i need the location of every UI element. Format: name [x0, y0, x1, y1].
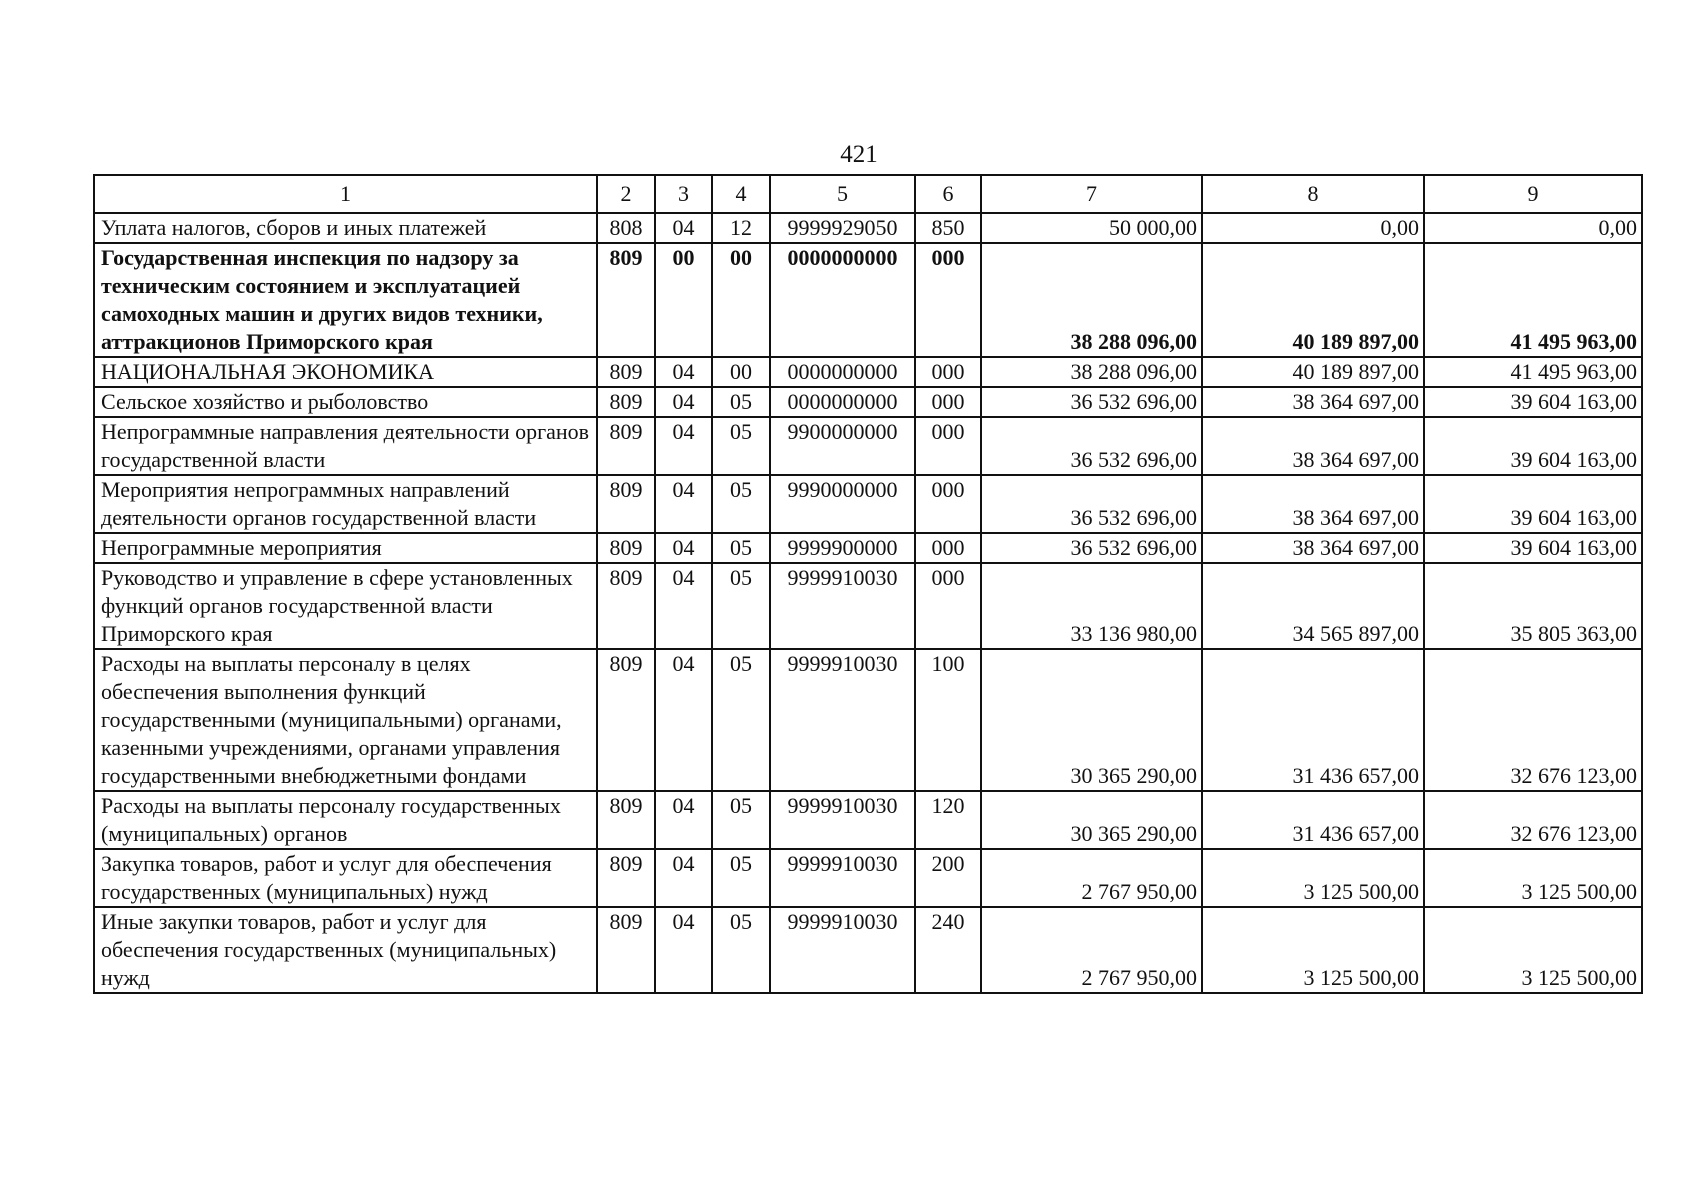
expense-type-code: 000 — [915, 387, 981, 417]
table-row — [94, 907, 1642, 993]
subsection-code: 05 — [712, 907, 770, 993]
row-name: Расходы на выплаты персоналу государственных (муниципальных) органов — [94, 791, 597, 849]
section-code: 04 — [655, 791, 712, 849]
table-row — [94, 387, 1642, 417]
section-code: 04 — [655, 213, 712, 243]
amount-col9: 41 495 963,00 — [1424, 243, 1642, 357]
expense-type-code: 000 — [915, 533, 981, 563]
amount-col8: 38 364 697,00 — [1202, 417, 1424, 475]
subsection-code: 05 — [712, 563, 770, 649]
table-row — [94, 417, 1642, 475]
section-code: 04 — [655, 849, 712, 907]
target-article-code: 9999910030 — [770, 649, 915, 791]
row-name: Мероприятия непрограммных направлений деятельности органов государственной власти — [94, 475, 597, 533]
section-code: 04 — [655, 475, 712, 533]
expense-type-code: 850 — [915, 213, 981, 243]
amount-col7: 2 767 950,00 — [981, 907, 1202, 993]
ministry-code: 809 — [597, 907, 655, 993]
ministry-code: 809 — [597, 849, 655, 907]
amount-col7: 30 365 290,00 — [981, 649, 1202, 791]
amount-col7: 30 365 290,00 — [981, 791, 1202, 849]
subsection-code: 05 — [712, 387, 770, 417]
column-header-9: 9 — [1424, 175, 1642, 213]
amount-col7: 36 532 696,00 — [981, 387, 1202, 417]
row-name: Непрограммные направления деятельности органов государственной власти — [94, 417, 597, 475]
column-header-4: 4 — [712, 175, 770, 213]
subsection-code: 05 — [712, 649, 770, 791]
amount-col8: 31 436 657,00 — [1202, 791, 1424, 849]
ministry-code: 809 — [597, 357, 655, 387]
column-header-8: 8 — [1202, 175, 1424, 213]
section-code: 00 — [655, 243, 712, 357]
table-row — [94, 213, 1642, 243]
row-name: Непрограммные мероприятия — [94, 533, 597, 563]
row-name: Закупка товаров, работ и услуг для обеспечения государственных (муниципальных) нужд — [94, 849, 597, 907]
amount-col8: 3 125 500,00 — [1202, 849, 1424, 907]
subsection-code: 00 — [712, 243, 770, 357]
target-article-code: 0000000000 — [770, 387, 915, 417]
column-header-6: 6 — [915, 175, 981, 213]
column-header-2: 2 — [597, 175, 655, 213]
amount-col9: 39 604 163,00 — [1424, 387, 1642, 417]
column-header-3: 3 — [655, 175, 712, 213]
expense-type-code: 000 — [915, 243, 981, 357]
subsection-code: 05 — [712, 417, 770, 475]
expense-type-code: 120 — [915, 791, 981, 849]
amount-col7: 2 767 950,00 — [981, 849, 1202, 907]
table-row — [94, 475, 1642, 533]
ministry-code: 808 — [597, 213, 655, 243]
target-article-code: 0000000000 — [770, 243, 915, 357]
subsection-code: 00 — [712, 357, 770, 387]
section-code: 04 — [655, 907, 712, 993]
amount-col9: 35 805 363,00 — [1424, 563, 1642, 649]
amount-col9: 41 495 963,00 — [1424, 357, 1642, 387]
expense-type-code: 100 — [915, 649, 981, 791]
target-article-code: 9900000000 — [770, 417, 915, 475]
amount-col8: 38 364 697,00 — [1202, 387, 1424, 417]
table-row — [94, 649, 1642, 791]
expense-type-code: 000 — [915, 563, 981, 649]
ministry-code: 809 — [597, 475, 655, 533]
amount-col7: 38 288 096,00 — [981, 243, 1202, 357]
budget-table — [93, 174, 1643, 994]
section-code: 04 — [655, 417, 712, 475]
expense-type-code: 000 — [915, 475, 981, 533]
expense-type-code: 000 — [915, 357, 981, 387]
subsection-code: 05 — [712, 475, 770, 533]
target-article-code: 9999910030 — [770, 907, 915, 993]
target-article-code: 9999910030 — [770, 563, 915, 649]
ministry-code: 809 — [597, 533, 655, 563]
expense-type-code: 000 — [915, 417, 981, 475]
target-article-code: 9999929050 — [770, 213, 915, 243]
ministry-code: 809 — [597, 563, 655, 649]
column-header-7: 7 — [981, 175, 1202, 213]
row-name: Государственная инспекция по надзору за техническим состоянием и эксплуатацией самоходных машин и других видов техники, аттракционов Приморского края — [94, 243, 597, 357]
ministry-code: 809 — [597, 791, 655, 849]
target-article-code: 0000000000 — [770, 357, 915, 387]
amount-col9: 39 604 163,00 — [1424, 533, 1642, 563]
expense-type-code: 240 — [915, 907, 981, 993]
table-row — [94, 533, 1642, 563]
target-article-code: 9999910030 — [770, 849, 915, 907]
table-row — [94, 849, 1642, 907]
page-number: 421 — [840, 141, 878, 168]
amount-col8: 40 189 897,00 — [1202, 357, 1424, 387]
section-code: 04 — [655, 563, 712, 649]
amount-col7: 36 532 696,00 — [981, 533, 1202, 563]
ministry-code: 809 — [597, 649, 655, 791]
table-header-row — [94, 175, 1642, 213]
amount-col9: 32 676 123,00 — [1424, 649, 1642, 791]
table-row — [94, 357, 1642, 387]
ministry-code: 809 — [597, 243, 655, 357]
section-code: 04 — [655, 357, 712, 387]
row-name: НАЦИОНАЛЬНАЯ ЭКОНОМИКА — [94, 357, 597, 387]
amount-col9: 39 604 163,00 — [1424, 417, 1642, 475]
row-name: Уплата налогов, сборов и иных платежей — [94, 213, 597, 243]
amount-col8: 38 364 697,00 — [1202, 475, 1424, 533]
amount-col8: 31 436 657,00 — [1202, 649, 1424, 791]
row-name: Расходы на выплаты персоналу в целях обеспечения выполнения функций государственными (муниципальными) органами, казенными учреждениями, органами управления государственными внебюджетными фондами — [94, 649, 597, 791]
expense-type-code: 200 — [915, 849, 981, 907]
section-code: 04 — [655, 649, 712, 791]
row-name: Сельское хозяйство и рыболовство — [94, 387, 597, 417]
row-name: Иные закупки товаров, работ и услуг для обеспечения государственных (муниципальных) нужд — [94, 907, 597, 993]
subsection-code: 05 — [712, 533, 770, 563]
ministry-code: 809 — [597, 417, 655, 475]
amount-col9: 3 125 500,00 — [1424, 907, 1642, 993]
amount-col7: 38 288 096,00 — [981, 357, 1202, 387]
amount-col9: 39 604 163,00 — [1424, 475, 1642, 533]
ministry-code: 809 — [597, 387, 655, 417]
amount-col7: 33 136 980,00 — [981, 563, 1202, 649]
column-header-5: 5 — [770, 175, 915, 213]
subsection-code: 05 — [712, 791, 770, 849]
section-code: 04 — [655, 533, 712, 563]
target-article-code: 9999910030 — [770, 791, 915, 849]
amount-col9: 3 125 500,00 — [1424, 849, 1642, 907]
target-article-code: 9990000000 — [770, 475, 915, 533]
amount-col9: 0,00 — [1424, 213, 1642, 243]
amount-col7: 36 532 696,00 — [981, 475, 1202, 533]
table-row — [94, 243, 1642, 357]
row-name: Руководство и управление в сфере установленных функций органов государственной власти Приморского края — [94, 563, 597, 649]
column-header-1: 1 — [94, 175, 597, 213]
amount-col8: 40 189 897,00 — [1202, 243, 1424, 357]
subsection-code: 12 — [712, 213, 770, 243]
amount-col9: 32 676 123,00 — [1424, 791, 1642, 849]
amount-col7: 50 000,00 — [981, 213, 1202, 243]
subsection-code: 05 — [712, 849, 770, 907]
amount-col8: 34 565 897,00 — [1202, 563, 1424, 649]
section-code: 04 — [655, 387, 712, 417]
amount-col8: 0,00 — [1202, 213, 1424, 243]
amount-col7: 36 532 696,00 — [981, 417, 1202, 475]
table-row — [94, 563, 1642, 649]
target-article-code: 9999900000 — [770, 533, 915, 563]
amount-col8: 38 364 697,00 — [1202, 533, 1424, 563]
table-row — [94, 791, 1642, 849]
amount-col8: 3 125 500,00 — [1202, 907, 1424, 993]
